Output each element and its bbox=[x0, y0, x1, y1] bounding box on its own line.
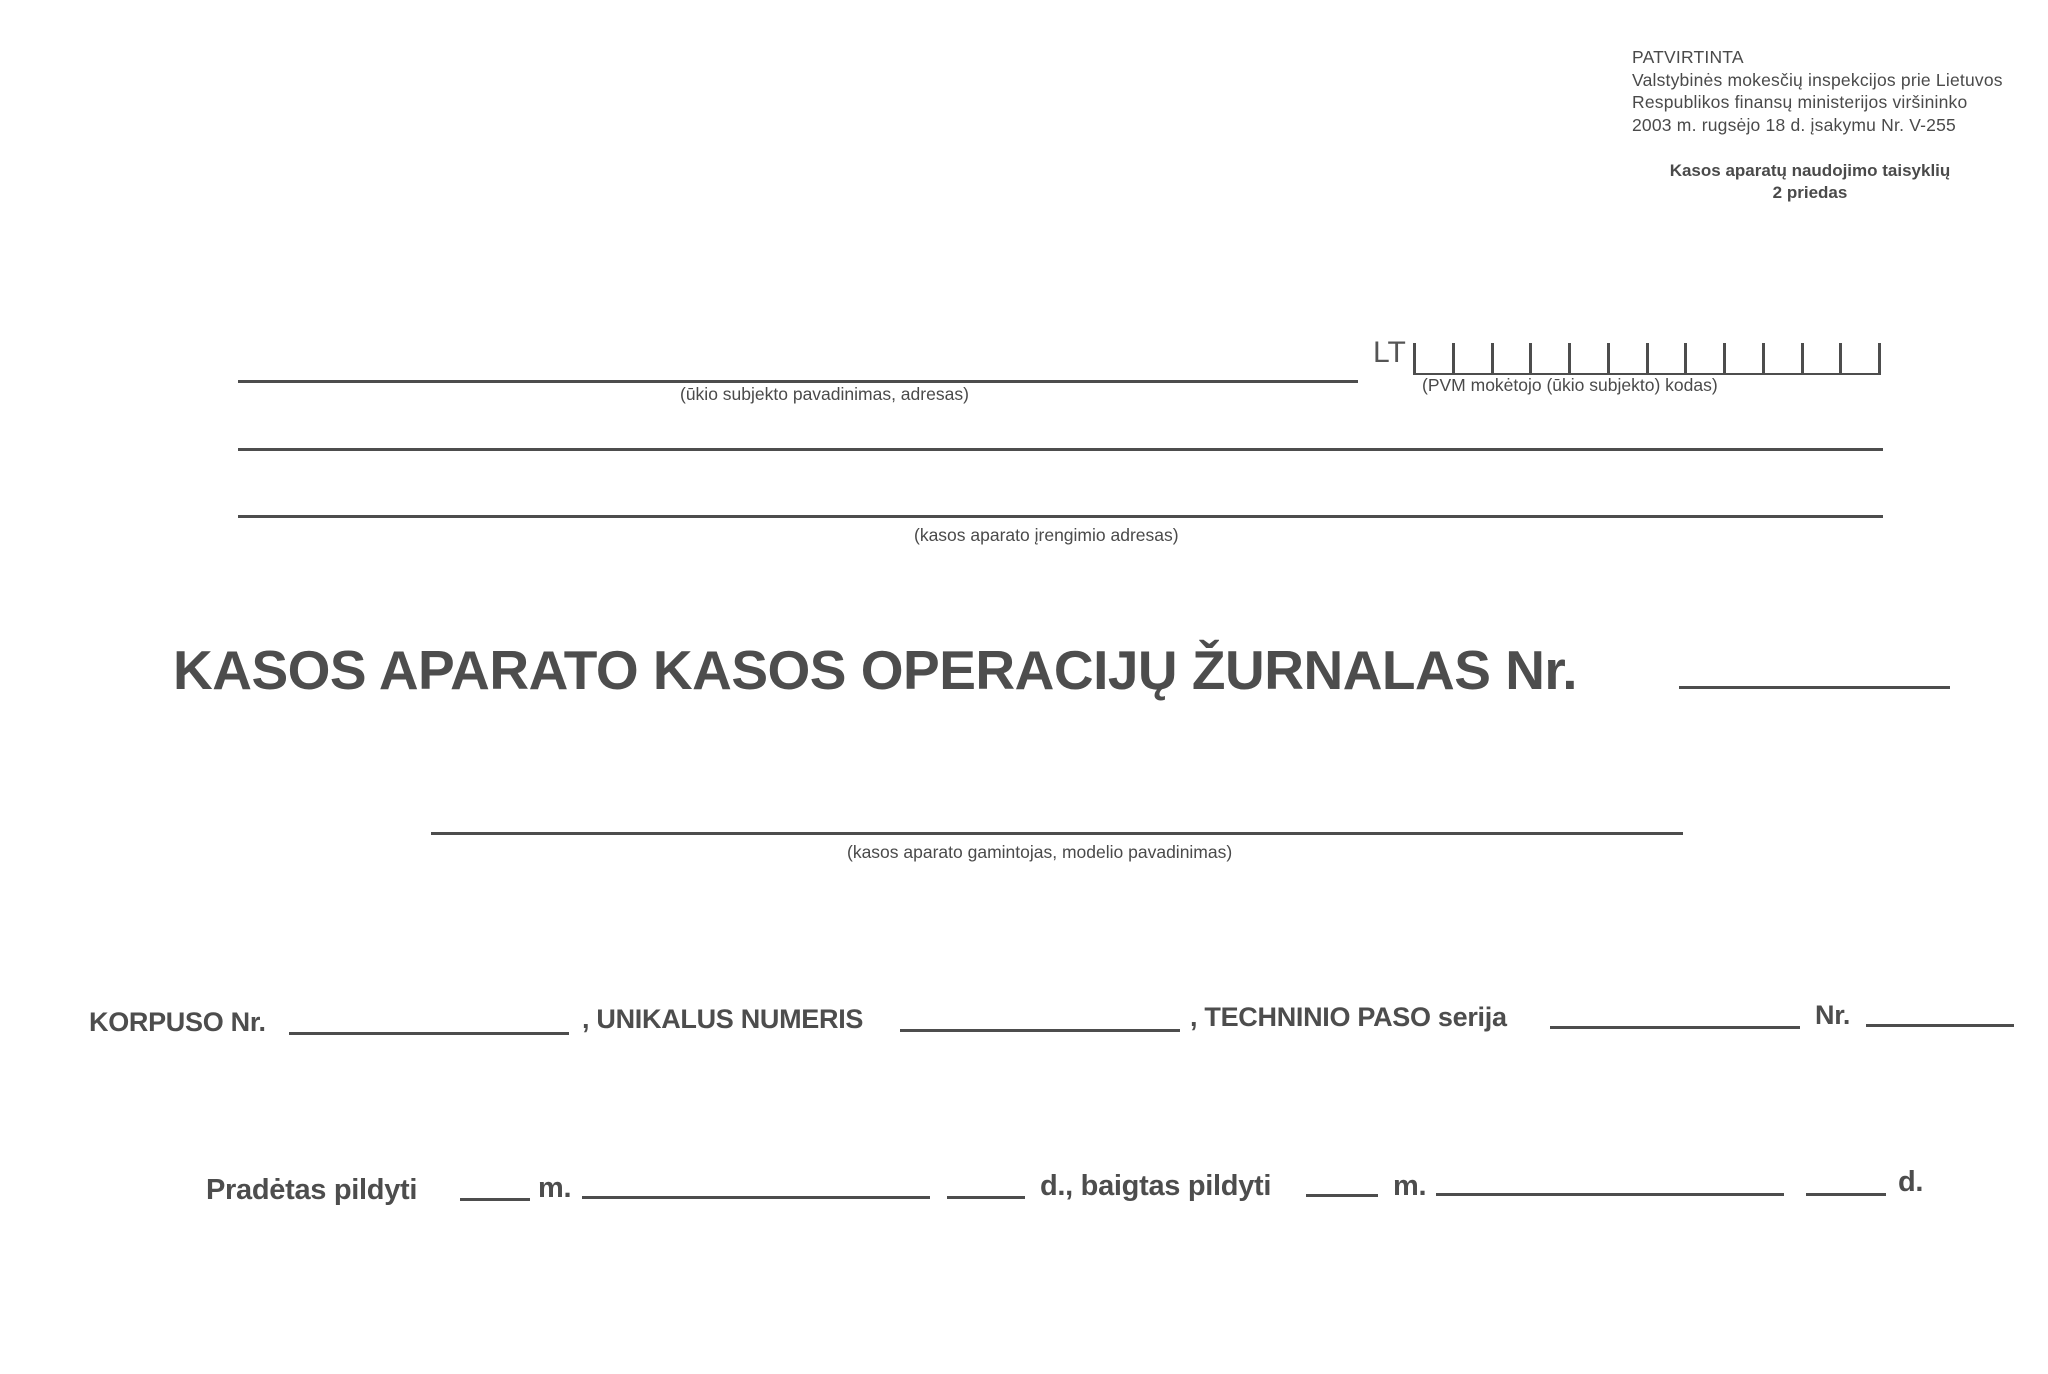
vat-cell[interactable] bbox=[1646, 343, 1685, 373]
started-month-field[interactable] bbox=[582, 1196, 930, 1199]
technical-passport-nr-field[interactable] bbox=[1866, 1024, 2014, 1027]
vat-prefix: LT bbox=[1373, 336, 1406, 369]
started-day-field[interactable] bbox=[947, 1196, 1025, 1199]
started-m-label: m. bbox=[538, 1172, 572, 1204]
install-address-caption: (kasos aparato įrengimio adresas) bbox=[914, 525, 1179, 545]
finished-m-label: m. bbox=[1393, 1170, 1427, 1202]
page-title: KASOS APARATO KASOS OPERACIJŲ ŽURNALAS Nr. bbox=[173, 639, 1578, 701]
technical-passport-label: , TECHNINIO PASO serija bbox=[1190, 1002, 1507, 1032]
approval-line: PATVIRTINTA bbox=[1632, 47, 1744, 67]
annex-number: 2 priedas bbox=[1772, 183, 1848, 202]
vat-cell[interactable] bbox=[1452, 343, 1491, 373]
vat-cell[interactable] bbox=[1413, 343, 1452, 373]
finished-day-field[interactable] bbox=[1806, 1193, 1886, 1196]
entity-caption: (ūkio subjekto pavadinimas, adresas) bbox=[680, 384, 969, 404]
finished-label: d., baigtas pildyti bbox=[1040, 1170, 1272, 1202]
finished-month-field[interactable] bbox=[1436, 1193, 1784, 1196]
vat-code-field[interactable] bbox=[1413, 343, 1881, 375]
approval-block bbox=[1632, 46, 2003, 136]
vat-cell[interactable] bbox=[1607, 343, 1646, 373]
started-year-field[interactable] bbox=[460, 1198, 530, 1201]
entity-name-field[interactable] bbox=[238, 380, 1358, 383]
journal-number-field[interactable] bbox=[1679, 686, 1950, 689]
install-address-field-2[interactable] bbox=[238, 515, 1883, 518]
unikalus-field[interactable] bbox=[900, 1029, 1180, 1032]
vat-cell[interactable] bbox=[1839, 343, 1881, 373]
korpuso-field[interactable] bbox=[289, 1032, 569, 1035]
vat-cell[interactable] bbox=[1723, 343, 1762, 373]
korpuso-label: KORPUSO Nr. bbox=[89, 1007, 266, 1037]
vat-cell[interactable] bbox=[1762, 343, 1801, 373]
vat-caption: (PVM mokėtojo (ūkio subjekto) kodas) bbox=[1422, 375, 1718, 395]
annex-title: Kasos aparatų naudojimo taisyklių bbox=[1669, 161, 1951, 180]
manufacturer-caption: (kasos aparato gamintojas, modelio pavadinimas) bbox=[847, 842, 1233, 862]
technical-passport-series-field[interactable] bbox=[1550, 1026, 1800, 1029]
manufacturer-field[interactable] bbox=[431, 832, 1683, 835]
approval-line: Respublikos finansų ministerijos viršininko bbox=[1632, 92, 1968, 112]
vat-cell[interactable] bbox=[1491, 343, 1530, 373]
install-address-field-1[interactable] bbox=[238, 448, 1883, 451]
annex-label bbox=[1640, 160, 1980, 204]
technical-passport-nr-label: Nr. bbox=[1815, 1000, 1851, 1030]
approval-line: Valstybinės mokesčių inspekcijos prie Lietuvos bbox=[1632, 69, 2003, 90]
started-label: Pradėtas pildyti bbox=[206, 1174, 418, 1206]
approval-line: 2003 m. rugsėjo 18 d. įsakymu Nr. V-255 bbox=[1632, 114, 1956, 135]
vat-cell[interactable] bbox=[1684, 343, 1723, 373]
finished-year-field[interactable] bbox=[1306, 1194, 1378, 1197]
vat-cell[interactable] bbox=[1568, 343, 1607, 373]
unikalus-label: , UNIKALUS NUMERIS bbox=[582, 1004, 864, 1034]
finished-d-label: d. bbox=[1898, 1166, 1924, 1198]
vat-cell[interactable] bbox=[1529, 343, 1568, 373]
vat-cell[interactable] bbox=[1801, 343, 1840, 373]
